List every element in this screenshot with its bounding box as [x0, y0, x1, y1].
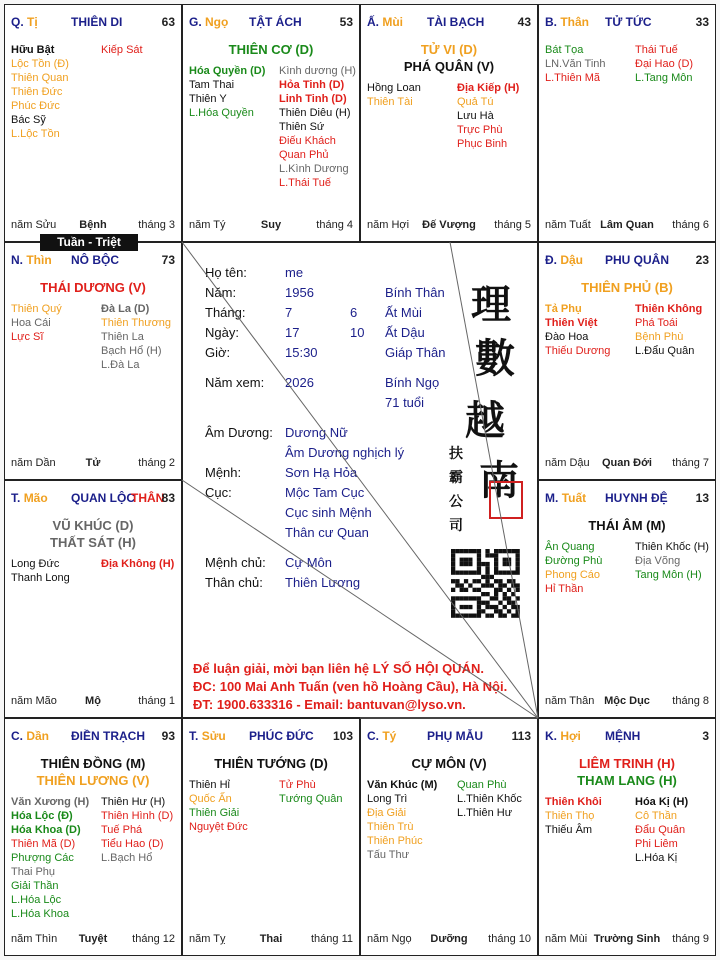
minor-star: Quốc Ấn [189, 793, 232, 805]
palace-year: năm Tuất [545, 219, 591, 231]
minor-star: Địa Kiếp (H) [457, 82, 520, 94]
major-star: CỰ MÔN (V) [411, 756, 487, 771]
palace-stem-branch: C. Dần [11, 729, 50, 743]
palace-stem-branch: Đ. Dậu [545, 253, 584, 267]
hour-value: 15:30 [285, 345, 318, 360]
minor-star: Phúc Đức [11, 100, 60, 112]
minor-star: Đà La (D) [101, 303, 150, 315]
logo-char-1: 理 [471, 281, 511, 328]
palace-name: TÀI BẠCH [427, 15, 485, 29]
trang-sinh: Suy [260, 219, 282, 231]
palace-year: năm Thân [545, 695, 595, 707]
palace-name: TỬ TỨC [605, 15, 652, 29]
minor-star: Thiên Hình (D) [101, 810, 174, 822]
tam-hop-line [182, 242, 538, 718]
palace-stem-branch: T. Mão [11, 491, 48, 505]
trang-sinh: Tuyệt [78, 933, 108, 945]
palace-stem-branch: N. Thìn [11, 253, 52, 267]
palace-stem-branch: Ấ. Mùi [367, 15, 404, 29]
than-badge: THÂN [131, 491, 165, 505]
minor-star: Thiên Quan [11, 72, 69, 84]
logo-char-2: 數 [475, 335, 515, 382]
minor-star: Hóa Quyền (D) [189, 65, 266, 77]
minor-star: L.Thiên Khốc [457, 793, 522, 805]
palace-name: QUAN LỘC [71, 491, 135, 505]
minor-star: Lực Sĩ [11, 331, 44, 343]
name-value: me [285, 265, 304, 280]
menh-chu-label: Mệnh chủ: [205, 555, 266, 570]
minor-star: Thiên Quý [11, 303, 62, 315]
seal-char-1: 扶 [449, 446, 463, 462]
minor-star: Thiên Khôi [545, 796, 602, 808]
palace-age: 13 [695, 491, 709, 505]
minor-star: Thiên Trù [367, 821, 414, 833]
palace-month: tháng 9 [672, 933, 709, 945]
minor-star: Địa Không (H) [101, 558, 175, 570]
contact-line-2: ĐC: 100 Mai Anh Tuấn (ven hồ Hoàng Cầu), Hà Nội. [193, 679, 508, 694]
name-label: Họ tên: [205, 265, 247, 280]
minor-star: Đại Hao (D) [635, 58, 694, 70]
day-lunar: 10 [350, 325, 365, 340]
hour-label: Giờ: [205, 345, 231, 360]
view-year-label: Năm xem: [205, 375, 265, 390]
minor-star: L.Lộc Tồn [11, 128, 60, 140]
palace-age: 103 [332, 729, 353, 743]
major-star: THIÊN PHỦ (B) [581, 280, 673, 295]
minor-star: Tả Phụ [545, 303, 582, 315]
minor-star: Quan Phủ [279, 149, 329, 161]
palace-age: 53 [339, 15, 353, 29]
palace-name: THIÊN DI [71, 15, 123, 29]
minor-star: Kiếp Sát [101, 44, 143, 56]
palace-year: năm Dần [11, 457, 56, 469]
minor-star: Tuế Phá [101, 824, 143, 836]
minor-star: LN.Văn Tinh [545, 58, 606, 70]
minor-star: Thanh Long [11, 572, 70, 584]
minor-star: Thiếu Âm [545, 824, 593, 836]
minor-star: Linh Tinh (D) [279, 93, 347, 105]
palace-month: tháng 8 [672, 695, 709, 707]
minor-star: Thái Tuế [635, 44, 678, 56]
minor-star: L.Hóa Lộc [11, 894, 62, 906]
palace-month: tháng 12 [132, 933, 175, 945]
palace-month: tháng 11 [310, 933, 353, 945]
palace-year: năm Sửu [11, 219, 57, 231]
palace-month: tháng 6 [672, 219, 709, 231]
minor-star: Tiểu Hao (D) [101, 838, 164, 850]
major-star: THIÊN TƯỚNG (D) [214, 756, 328, 771]
palace-stem-branch: C. Tý [367, 729, 397, 743]
minor-star: Bạch Hổ (H) [101, 345, 162, 357]
minor-star: L.Hóa Khoa [11, 908, 70, 920]
major-star: TỬ VI (D) [420, 42, 478, 57]
minor-star: Thiên Hư (H) [101, 796, 166, 808]
tuan-triet-badge: Tuần - Triệt [40, 234, 138, 251]
palace-year: năm Mùi [545, 933, 588, 945]
minor-star: Thiếu Dương [545, 345, 611, 357]
palace-name: MỆNH [605, 729, 641, 743]
year-can-chi: Bính Thân [385, 285, 445, 300]
minor-star: Đường Phù [545, 555, 603, 567]
seal-char-4: 司 [449, 518, 463, 534]
minor-star: Nguyệt Đức [189, 821, 248, 833]
minor-star: Tướng Quân [279, 793, 343, 805]
minor-star: Cô Thần [635, 810, 677, 822]
minor-star: L.Bạch Hổ [101, 852, 153, 864]
palace-age: 83 [161, 491, 175, 505]
palace-name: PHÚC ĐỨC [249, 729, 314, 743]
palace-name: PHỤ MẪU [427, 729, 483, 743]
major-star: THÁI ÂM (M) [588, 518, 666, 533]
palace-name: ĐIỀN TRẠCH [71, 729, 145, 743]
minor-star: Long Trì [367, 793, 408, 805]
minor-star: Hỏa Tinh (D) [279, 79, 345, 91]
major-star: THAM LANG (H) [577, 773, 677, 788]
hour-can-chi: Giáp Thân [385, 345, 446, 360]
major-star: VŨ KHÚC (D) [52, 518, 134, 533]
major-star: THIÊN ĐỒNG (M) [40, 756, 146, 771]
minor-star: Bệnh Phù [635, 331, 684, 343]
palace-month: tháng 4 [316, 219, 353, 231]
palace-stem-branch: M. Tuất [545, 491, 587, 505]
palace-year: năm Ngọ [367, 933, 412, 945]
minor-star: Trực Phù [457, 124, 503, 136]
minor-star: Thiên La [101, 331, 144, 343]
minor-star: Phong Cáo [545, 569, 601, 581]
minor-star: Tang Môn (H) [635, 569, 702, 581]
cuc-note: Cục sinh Mệnh [285, 505, 372, 520]
seal-char-2: 霸 [449, 470, 463, 486]
minor-star: L.Thiên Hư [457, 807, 513, 819]
minor-star: Phục Binh [457, 138, 508, 150]
menh-chu-value: Cự Môn [285, 555, 332, 570]
minor-star: L.Kình Dương [279, 163, 349, 175]
than-chu-value: Thiên Lương [285, 575, 361, 590]
trang-sinh: Thai [259, 933, 283, 945]
month-can-chi: Ất Mùi [385, 305, 422, 320]
minor-star: Hỉ Thần [545, 583, 584, 595]
minor-star: Thai Phụ [11, 866, 56, 878]
trang-sinh: Tử [85, 457, 101, 469]
minor-star: Thiên Y [189, 93, 227, 105]
palace-year: năm Dậu [545, 457, 590, 469]
minor-star: Thiên Việt [545, 317, 598, 329]
trang-sinh: Dưỡng [430, 933, 468, 945]
minor-star: Địa Giải [367, 807, 407, 819]
than-chu-label: Thân chủ: [205, 575, 263, 590]
palace-stem-branch: G. Ngọ [189, 15, 229, 29]
palace-name: PHU QUÂN [605, 253, 670, 267]
trang-sinh: Bệnh [79, 219, 107, 231]
minor-star: Hóa Lộc (Đ) [11, 810, 73, 822]
palace-name: HUYNH ĐỆ [605, 491, 668, 505]
minor-star: Kình dương (H) [279, 65, 356, 77]
minor-star: Thiên Phúc [367, 835, 423, 847]
palace-year: năm Tý [189, 219, 226, 231]
day-can-chi: Ất Dậu [385, 325, 425, 340]
minor-star: Thiên Giải [189, 807, 240, 819]
minor-star: Địa Võng [635, 555, 681, 567]
minor-star: L.Đẩu Quân [635, 345, 695, 357]
palace-year: năm Mão [11, 695, 57, 707]
minor-star: Thiên Hỉ [189, 779, 230, 791]
palace-age: 43 [517, 15, 531, 29]
logo-char-4: 南 [479, 457, 519, 504]
minor-star: Hoa Cái [11, 317, 51, 329]
minor-star: Ân Quang [545, 541, 595, 553]
palace-stem-branch: B. Thân [545, 15, 590, 29]
view-year-value: 2026 [285, 375, 314, 390]
minor-star: Thiên Khốc (H) [635, 541, 709, 553]
minor-star: L.Đà La [101, 359, 140, 371]
minor-star: Thiên Thương [101, 317, 172, 329]
minor-star: Tử Phù [279, 779, 316, 791]
minor-star: L.Thái Tuế [279, 177, 331, 189]
palace-month: tháng 3 [138, 219, 175, 231]
am-duong-note: Âm Dương nghịch lý [285, 445, 405, 460]
palace-age: 113 [511, 729, 531, 743]
logo-char-3: 越 [465, 397, 505, 444]
palace-age: 3 [702, 729, 709, 743]
month-lunar: 6 [350, 305, 358, 320]
palace-year: năm Thìn [11, 933, 58, 945]
minor-star: L.Tang Môn [635, 72, 693, 84]
palace-stem-branch: Q. Tị [11, 15, 38, 29]
major-star: LIÊM TRINH (H) [578, 756, 676, 771]
month-solar: 7 [285, 305, 293, 320]
palace-age: 23 [695, 253, 709, 267]
palace-month: tháng 7 [672, 457, 709, 469]
minor-star: Văn Xương (H) [11, 796, 90, 808]
minor-star: L.Hóa Quyền [189, 107, 254, 119]
palace-name: NÔ BỘC [71, 253, 119, 267]
minor-star: Lưu Hà [457, 110, 494, 122]
minor-star: Thiên Đức [11, 86, 63, 98]
minor-star: Quả Tú [457, 96, 494, 108]
minor-star: Phượng Các [11, 852, 74, 864]
minor-star: Hóa Kị (H) [635, 796, 689, 808]
palace-stem-branch: K. Hợi [545, 729, 581, 743]
major-star: PHÁ QUÂN (V) [403, 59, 495, 74]
month-label: Tháng: [205, 305, 246, 320]
palace-age: 93 [161, 729, 175, 743]
major-star: THIÊN CƠ (D) [228, 42, 314, 57]
palace-month: tháng 2 [138, 457, 175, 469]
than-cu-note: Thân cư Quan [285, 525, 369, 540]
contact-line-1: Để luận giải, mời bạn liên hệ LÝ SỐ HỘI QUÁN. [193, 661, 484, 676]
minor-star: Hồng Loan [367, 82, 421, 94]
day-solar: 17 [285, 325, 300, 340]
minor-star: Điếu Khách [279, 135, 336, 147]
year-label: Năm: [205, 285, 237, 300]
minor-star: Bác Sỹ [11, 114, 46, 126]
palace-month: tháng 1 [138, 695, 175, 707]
day-label: Ngày: [205, 325, 239, 340]
menh-label: Mệnh: [205, 465, 242, 480]
trang-sinh: Trường Sinh [593, 933, 661, 945]
am-duong-label: Âm Dương: [205, 425, 273, 440]
view-age: 71 tuổi [385, 395, 425, 410]
minor-star: Đẩu Quân [635, 824, 686, 836]
palace-year: năm Tỵ [189, 933, 226, 945]
minor-star: Tấu Thư [367, 849, 410, 861]
palace-age: 63 [161, 15, 175, 29]
trang-sinh: Lâm Quan [600, 219, 654, 231]
palace-month: tháng 10 [488, 933, 531, 945]
minor-star: Thiên Diêu (H) [279, 107, 351, 119]
minor-star: L.Thiên Mã [545, 72, 601, 84]
trang-sinh: Mộ [85, 695, 101, 707]
palace-name: TẬT ÁCH [249, 15, 302, 29]
palace-stem-branch: T. Sửu [189, 729, 226, 743]
minor-star: Hữu Bật [11, 44, 55, 56]
cuc-value: Mộc Tam Cục [285, 485, 365, 500]
tam-hop-line [182, 480, 538, 718]
major-star: THÁI DƯƠNG (V) [40, 280, 146, 295]
major-star: THIÊN LƯƠNG (V) [36, 773, 150, 788]
palace-age: 33 [695, 15, 709, 29]
minor-star: Phi Liêm [635, 838, 678, 850]
year-value: 1956 [285, 285, 314, 300]
minor-star: Tam Thai [189, 79, 235, 91]
menh-value: Sơn Hạ Hỏa [285, 465, 358, 480]
view-year-can-chi: Bính Ngọ [385, 375, 440, 390]
minor-star: L.Hóa Kị [635, 852, 678, 864]
cuc-label: Cục: [205, 485, 232, 500]
minor-star: Thiên Sứ [279, 121, 325, 133]
minor-star: Văn Khúc (M) [367, 779, 438, 791]
minor-star: Quan Phù [457, 779, 507, 791]
trang-sinh: Mộc Dục [604, 695, 650, 707]
minor-star: Thiên Không [635, 303, 703, 315]
major-star: THẤT SÁT (H) [50, 535, 136, 550]
contact-line-3[interactable]: ĐT: 1900.633316 - Email: bantuvan@lyso.vn. [193, 697, 466, 712]
minor-star: Thiên Tài [367, 96, 413, 108]
am-duong-value: Dương Nữ [285, 425, 348, 440]
minor-star: Bát Tọa [545, 44, 584, 56]
minor-star: Đào Hoa [545, 331, 589, 343]
trang-sinh: Quan Đới [602, 457, 652, 469]
palace-year: năm Hợi [367, 219, 410, 231]
minor-star: Phá Toái [635, 317, 678, 329]
palace-age: 73 [161, 253, 175, 267]
seal-char-3: 公 [449, 494, 463, 510]
palace-month: tháng 5 [494, 219, 531, 231]
minor-star: Hóa Khoa (D) [11, 824, 81, 836]
minor-star: Thiên Thọ [545, 810, 595, 822]
trang-sinh: Đế Vượng [422, 219, 476, 231]
minor-star: Thiên Mã (D) [11, 838, 76, 850]
minor-star: Lộc Tồn (Đ) [11, 58, 69, 70]
minor-star: Giải Thần [11, 880, 59, 892]
minor-star: Long Đức [11, 558, 60, 570]
tam-hop-line [450, 242, 538, 718]
